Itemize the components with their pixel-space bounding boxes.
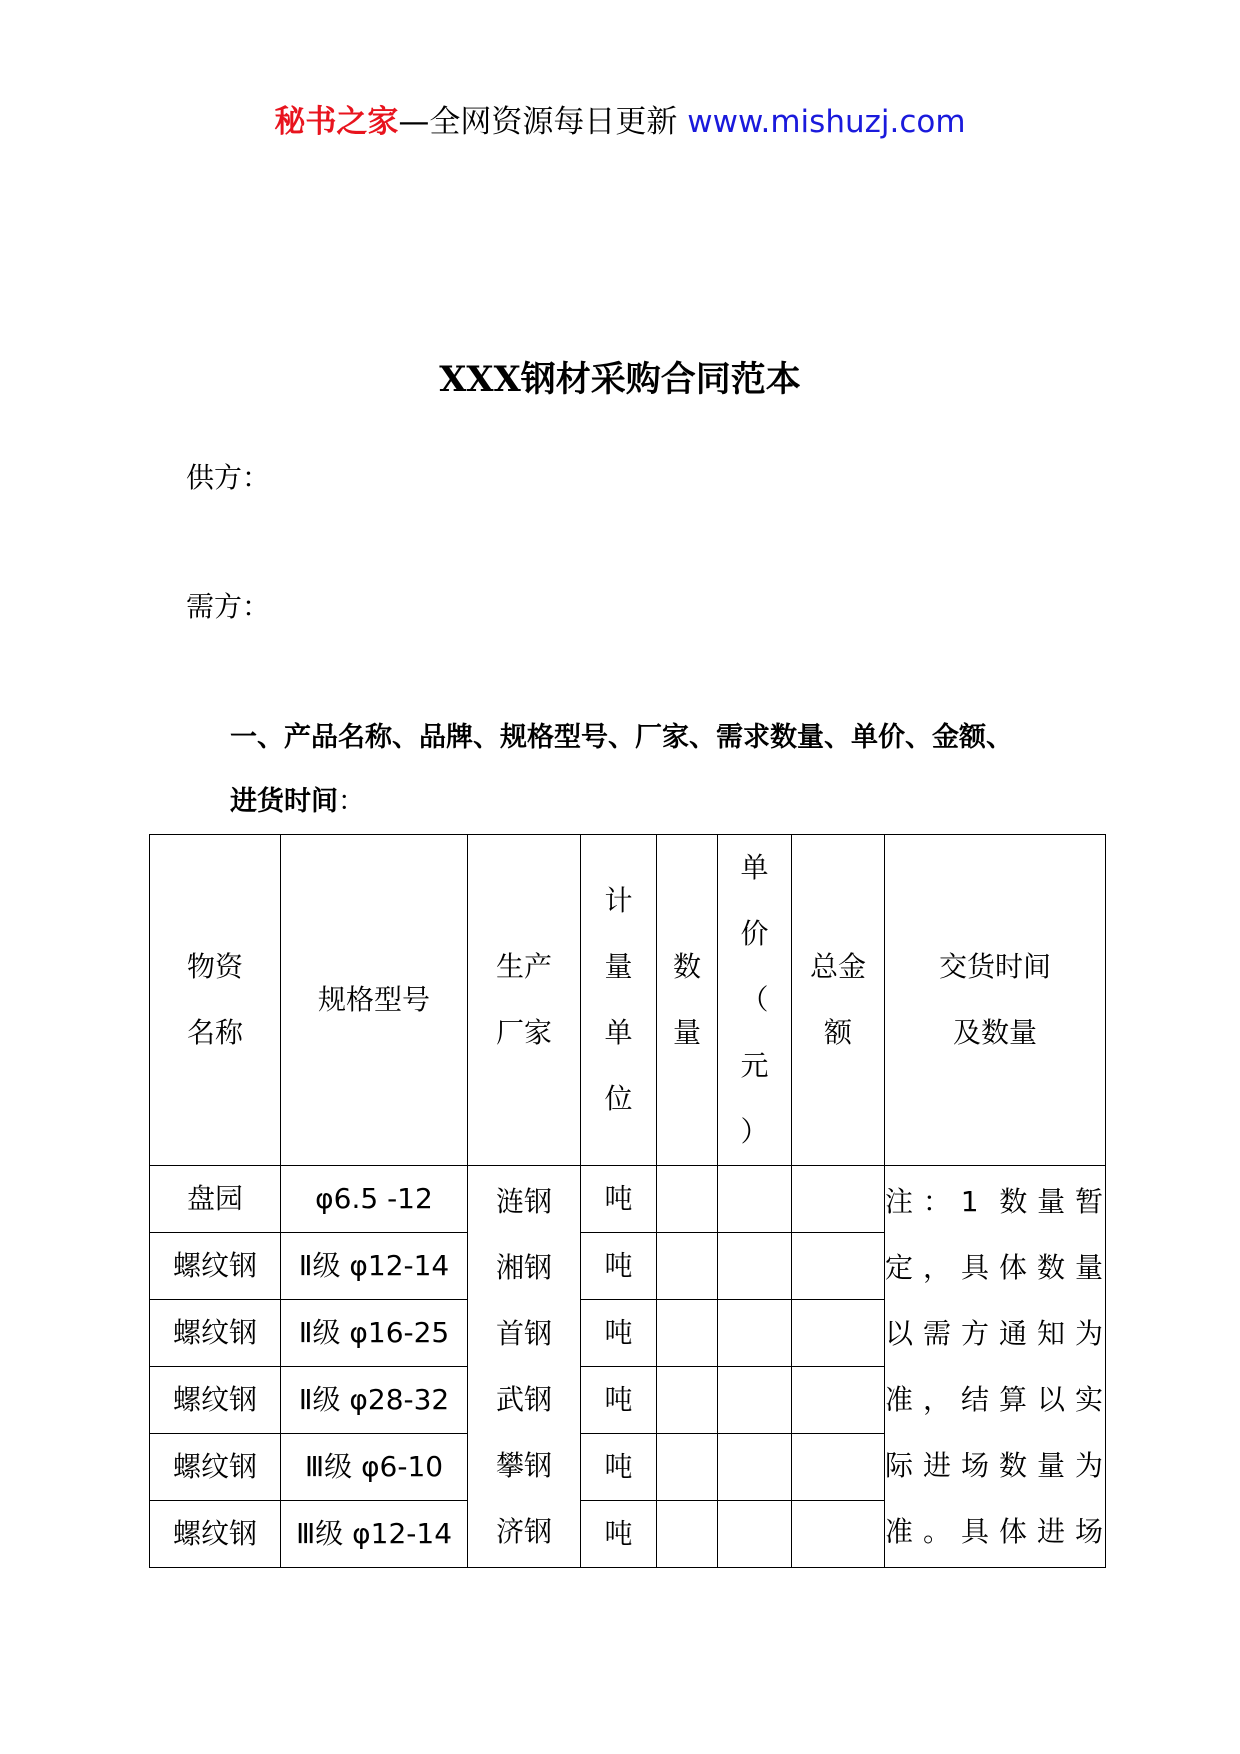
note-line: 以需方通知为 bbox=[885, 1316, 1105, 1350]
cell-unit-price bbox=[718, 1166, 792, 1233]
cell-name: 螺纹钢 bbox=[150, 1501, 281, 1568]
cell-quantity bbox=[657, 1367, 718, 1434]
maker-item: 攀钢 bbox=[495, 1448, 552, 1482]
cell-unit-price bbox=[718, 1367, 792, 1434]
cell-name: 螺纹钢 bbox=[150, 1367, 281, 1434]
cell-delivery-note bbox=[885, 1166, 1106, 1568]
cell-total bbox=[792, 1434, 885, 1501]
document-title: XXX钢材采购合同范本 bbox=[439, 359, 801, 400]
header-total: 总金 额 bbox=[792, 835, 885, 1166]
section-1-heading-line1: 一、产品名称、品牌、规格型号、厂家、需求数量、单价、金额、 bbox=[230, 722, 1013, 753]
cell-spec: Ⅲ级 φ12-14 bbox=[281, 1501, 468, 1568]
cell-quantity bbox=[657, 1300, 718, 1367]
cell-spec: Ⅲ级 φ6-10 bbox=[281, 1434, 468, 1501]
cell-unit-price bbox=[718, 1434, 792, 1501]
cell-unit: 吨 bbox=[581, 1300, 657, 1367]
cell-total bbox=[792, 1233, 885, 1300]
site-banner bbox=[0, 100, 1240, 144]
cell-total bbox=[792, 1166, 885, 1233]
cell-total bbox=[792, 1501, 885, 1568]
header-maker: 生产 厂家 bbox=[468, 835, 581, 1166]
table-header-row bbox=[150, 835, 1106, 1166]
maker-item: 涟钢 bbox=[495, 1184, 552, 1218]
note-line: 际进场数量为 bbox=[885, 1448, 1105, 1482]
cell-quantity bbox=[657, 1501, 718, 1568]
header-delivery: 交货时间 及数量 bbox=[885, 835, 1106, 1166]
cell-unit-price bbox=[718, 1233, 792, 1300]
section-1-heading-line2 bbox=[230, 782, 365, 822]
materials-table bbox=[149, 834, 1106, 1568]
note-line: 准。具体进场 bbox=[885, 1514, 1105, 1548]
header-unit: 计 量 单 位 bbox=[581, 835, 657, 1166]
cell-spec: Ⅱ级 φ28-32 bbox=[281, 1367, 468, 1434]
header-name: 物资 名称 bbox=[150, 835, 281, 1166]
cell-unit: 吨 bbox=[581, 1434, 657, 1501]
maker-item: 湘钢 bbox=[495, 1250, 552, 1284]
cell-name: 螺纹钢 bbox=[150, 1434, 281, 1501]
cell-name: 螺纹钢 bbox=[150, 1300, 281, 1367]
supplier-label: 供方： bbox=[186, 461, 271, 494]
header-quantity: 数 量 bbox=[657, 835, 718, 1166]
maker-item: 济钢 bbox=[495, 1514, 552, 1548]
note-line: 定，具体数量 bbox=[885, 1250, 1105, 1284]
cell-unit-price bbox=[718, 1300, 792, 1367]
header-unit-price: 单 价 （ 元 ） bbox=[718, 835, 792, 1166]
cell-unit: 吨 bbox=[581, 1233, 657, 1300]
cell-total bbox=[792, 1367, 885, 1434]
section-1-colon: ： bbox=[338, 786, 365, 817]
cell-unit: 吨 bbox=[581, 1166, 657, 1233]
table-row bbox=[150, 1166, 1106, 1233]
cell-unit: 吨 bbox=[581, 1501, 657, 1568]
note-line: 注：1 数量暂 bbox=[885, 1184, 1105, 1218]
cell-quantity bbox=[657, 1166, 718, 1233]
header-spec: 规格型号 bbox=[281, 835, 468, 1166]
cell-quantity bbox=[657, 1233, 718, 1300]
maker-item: 首钢 bbox=[495, 1316, 552, 1350]
cell-quantity bbox=[657, 1434, 718, 1501]
cell-name: 螺纹钢 bbox=[150, 1233, 281, 1300]
cell-total bbox=[792, 1300, 885, 1367]
banner-tagline: —全网资源每日更新 bbox=[398, 104, 678, 140]
cell-name: 盘园 bbox=[150, 1166, 281, 1233]
maker-item: 武钢 bbox=[495, 1382, 552, 1416]
cell-spec: Ⅱ级 φ16-25 bbox=[281, 1300, 468, 1367]
cell-spec: Ⅱ级 φ12-14 bbox=[281, 1233, 468, 1300]
cell-makers bbox=[468, 1166, 581, 1568]
cell-unit-price bbox=[718, 1501, 792, 1568]
cell-unit: 吨 bbox=[581, 1367, 657, 1434]
note-line: 准，结算以实 bbox=[885, 1382, 1105, 1416]
banner-brand: 秘书之家 bbox=[274, 104, 399, 140]
cell-spec: φ6.5 -12 bbox=[281, 1166, 468, 1233]
section-1-heading-text: 进货时间 bbox=[230, 786, 338, 817]
banner-url[interactable]: www.mishuzj.com bbox=[687, 104, 966, 140]
buyer-label: 需方： bbox=[186, 590, 271, 623]
